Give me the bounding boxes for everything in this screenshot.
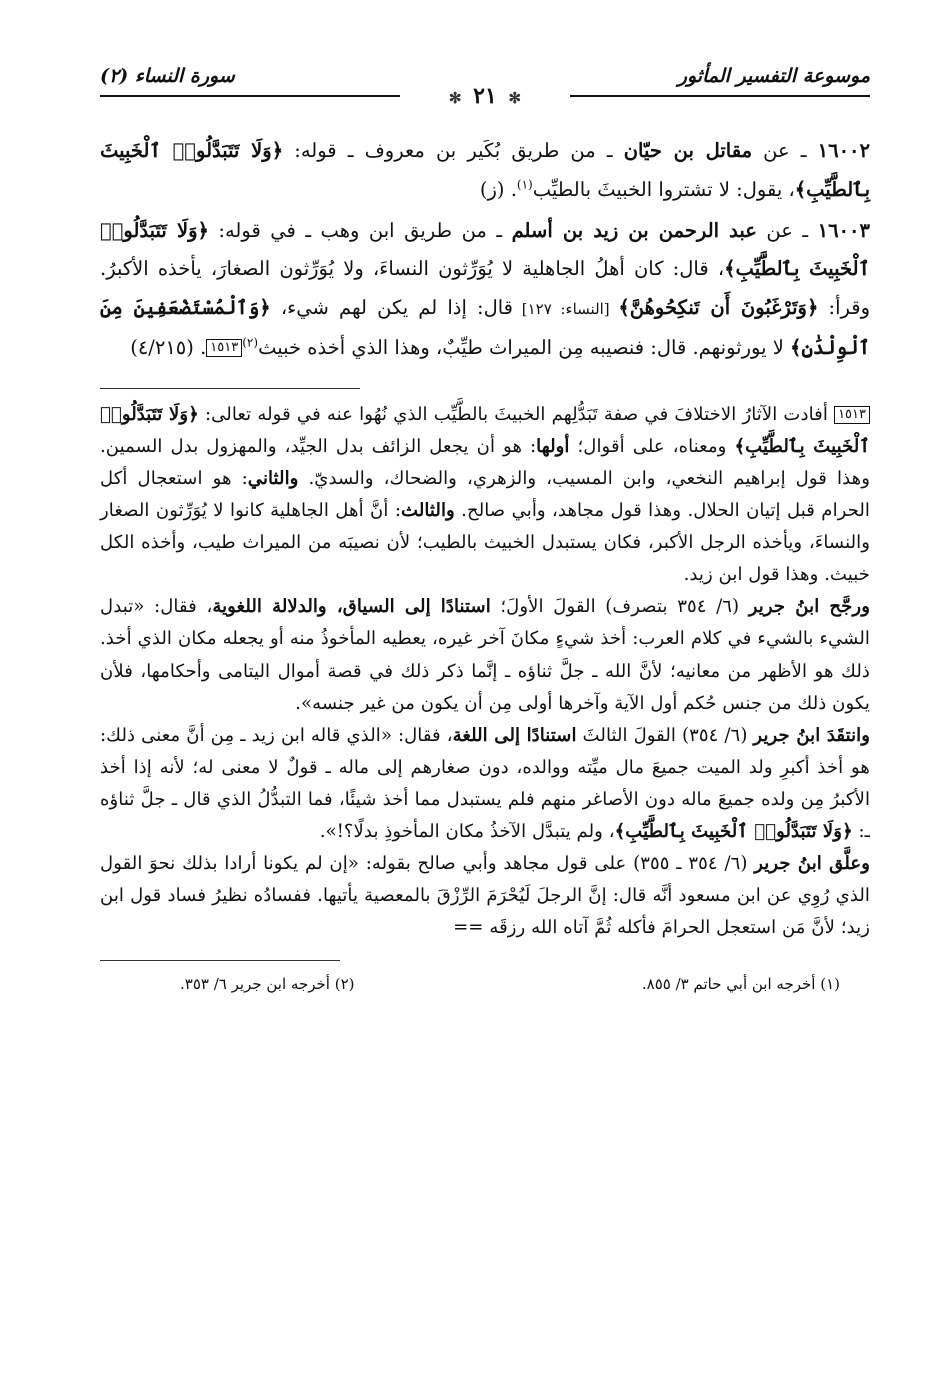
footnote-2: (٢) أخرجه ابن جرير ٦/ ٣٥٣. (180, 975, 355, 994)
entry-text: قال: إذا لم يكن لهم شيء، (270, 296, 514, 320)
quran-quote: ﴿وَلَا تَتَبَدَّلُوا۟ ٱلْخَبِيثَ بِٱلطَّيِّبِ﴾ (100, 139, 870, 201)
page-number: ٢١ (473, 83, 497, 109)
surah-reference: [النساء: ١٢٧] (513, 300, 619, 319)
quran-quote: ﴿وَلَا تَتَبَدَّلُوا۟ ٱلْخَبِيثَ بِٱلطَّيِّبِ﴾ (614, 821, 853, 842)
quran-quote: ﴿وَلَا تَتَبَدَّلُوا۟ ٱلْخَبِيثَ بِٱلطَّيِّبِ﴾ (100, 403, 871, 457)
commentary-separator (100, 388, 360, 389)
ornament-right-icon: ✻ (508, 89, 522, 107)
document-page (100, 55, 870, 995)
footnote-separator (100, 960, 340, 961)
commentary-paragraph (100, 591, 870, 719)
commentary-text: (٦/ ٣٥٤ بتصرف) القولَ الأولَ؛ (490, 596, 749, 618)
surah-title: سورة النساء (٢) (100, 65, 235, 87)
entry-text: ـ عن (756, 218, 818, 242)
commentary-paragraph (100, 720, 870, 848)
footnote-1: (١) أخرجه ابن أبي حاتم ٣/ ٨٥٥. (641, 975, 840, 994)
footnote-marker: (١) (516, 177, 533, 192)
commentary-text: ، ولم يتبدَّل الآخذُ مكان المأخوذِ بدلًا؟!». (319, 821, 615, 842)
scholar-lead: ورجَّح ابنُ جرير (748, 596, 870, 618)
entry-text: ـ عن (752, 139, 818, 162)
scholar-lead: وانتقَدَ ابنُ جرير (753, 724, 870, 746)
commentary-ref-box: ١٥١٣ (206, 339, 242, 357)
entry-text: . (٤/٢١٥) (130, 335, 207, 359)
commentary-text: (٦/ ٣٥٤ ـ ٣٥٥) على قول مجاهد وأبي صالح بقوله: «إن لم يكونا أرادا بذلك نحوَ القول الذي رُوِي عن ابن مسعود أنَّه قال: إنَّ الرجلَ لَيُحْرَمَ الرِّزْقَ بالمعصية يأتيها. ففسادُه نظيرُ فساد قول ابن زيد؛ لأنَّ مَن استعجل الحرامَ فأكله ثُمَّ آتاه الله رزقَه == (100, 853, 870, 939)
book-title: موسوعة التفسير المأثور (677, 65, 870, 87)
basis-label: استنادًا إلى السياق، والدلالة اللغوية (212, 596, 491, 618)
footnote-marker: (٢) (242, 335, 259, 350)
header-rule-right (570, 95, 870, 97)
commentary-text: : أنَّ أهل الجاهلية كانوا لا يُوَرِّثون الصغار والنساءَ، ويأخذه الرجل الأكبر، فكان يستبدل الخبيث بالطيب؛ لأن نصيبَه من الميراث طيب، وأخذه الكل خبيث. وهذا قول ابن زيد. (100, 500, 870, 586)
scholar-lead: وعلَّق ابنُ جرير (754, 853, 870, 875)
commentary-text: ومعناه، على أقوال؛ (569, 435, 735, 457)
quran-quote: ﴿وَلَا تَتَبَدَّلُوا۟ ٱلْخَبِيثَ بِٱلطَّيِّبِ﴾ (100, 218, 870, 281)
opinion-label: والثالث (400, 500, 455, 522)
footnotes (100, 973, 870, 995)
commentary-ref-box: ١٥١٣ (834, 406, 870, 424)
entry-text: ـ من طريق ابن وهب ـ في قوله: (208, 218, 512, 242)
commentary-text: ، فقال: «الذي قاله ابن زيد ـ مِن أنَّ معنى ذلك: هو أخذ أكبرِ ولد الميت جميعَ مال ميِّته ووالده، دون صغارهم إلى ماله ـ قولٌ لا معنى له؛ لأنه إذا أخذ الأكبرُ مِن ولده جميعَ ماله دون الأصاغر منهم فلم يستبدل مما أخذ شيئًا، فما التبدُّلُ الذي قال ـ جلَّ ثناؤه ـ: (100, 724, 870, 842)
commentary-block (100, 399, 870, 945)
ornament-left-icon: ✻ (448, 89, 462, 107)
quran-quote: ﴿وَٱلْمُسْتَضْعَفِينَ مِنَ ٱلْوِلْدَٰنِ﴾ (100, 296, 870, 359)
opinion-label: أولها (536, 435, 570, 457)
narrator-name: مقاتل بن حيّان (623, 139, 753, 162)
basis-label: استنادًا إلى اللغة (452, 724, 577, 746)
narration-entry (100, 212, 870, 368)
page-header (100, 55, 870, 109)
page-number-block (437, 83, 533, 109)
entry-text: ـ من طريق بُكَير بن معروف ـ قوله: (283, 139, 624, 162)
commentary-paragraph (100, 848, 870, 944)
entry-text: . (ز) (479, 177, 517, 201)
narrator-name: عبد الرحمن بن زيد بن أسلم (511, 218, 757, 242)
entry-text: ، يقول: لا تشتروا الخبيثَ بالطيِّب (532, 177, 795, 201)
entry-number: ١٦٠٠٣ (817, 218, 870, 242)
quran-quote: ﴿وَتَرْغَبُونَ أَن تَنكِحُوهُنَّ﴾ (618, 296, 819, 320)
commentary-text: ، فقال: «تبدل الشيء بالشيء في كلام العرب: أخذ شيءٍ مكانَ آخر غيره، يعطيه المأخوذُ منه أو يجعله مكان الذي أخذ. ذلك هو الأظهر من معانيه؛ لأنَّ الله ـ جلَّ ثناؤه ـ إنَّما ذكر ذلك في قصة أموال اليتامى وأحكامها، فلأن يكون ذلك من جنس حُكم أول الآية وآخرها أولى مِن أن يكون من غير جنسه». (100, 596, 870, 714)
commentary-text: (٦/ ٣٥٤) القولَ الثالثَ (576, 724, 754, 746)
narration-entry (100, 132, 870, 210)
entry-text: ، قال: كان أهلُ الجاهلية لا يُوَرِّثون النساءَ، ولا يُوَرِّثون الصغارَ، يأخذه الأكبرُ. وقرأ: (100, 257, 871, 320)
entry-number: ١٦٠٠٢ (817, 139, 870, 162)
commentary-paragraph (100, 399, 870, 592)
commentary-text: : هو أن يجعل الزائف بدل الجيِّد، والمهزول بدل السمين. وهذا قول إبراهيم النخعي، وابن المسيب، والزهري، والضحاك، والسديّ. (100, 435, 870, 489)
header-rule-left (100, 95, 400, 97)
commentary-text: أفادت الآثارُ الاختلافَ في صفة تَبَدُّلِهم الخبيثَ بالطَّيِّب الذي نُهُوا عنه في قوله تعالى: (198, 403, 835, 425)
commentary-text: : هو استعجال أكل الحرام قبل إتيان الحلال. وهذا قول مجاهد، وأبي صالح. (100, 467, 870, 522)
main-text (100, 132, 870, 368)
entry-text: لا يورثونهم. قال: فنصيبه مِن الميراث طيِّبٌ، وهذا الذي أخذه خبيث (258, 335, 791, 359)
opinion-label: والثاني (247, 467, 299, 489)
